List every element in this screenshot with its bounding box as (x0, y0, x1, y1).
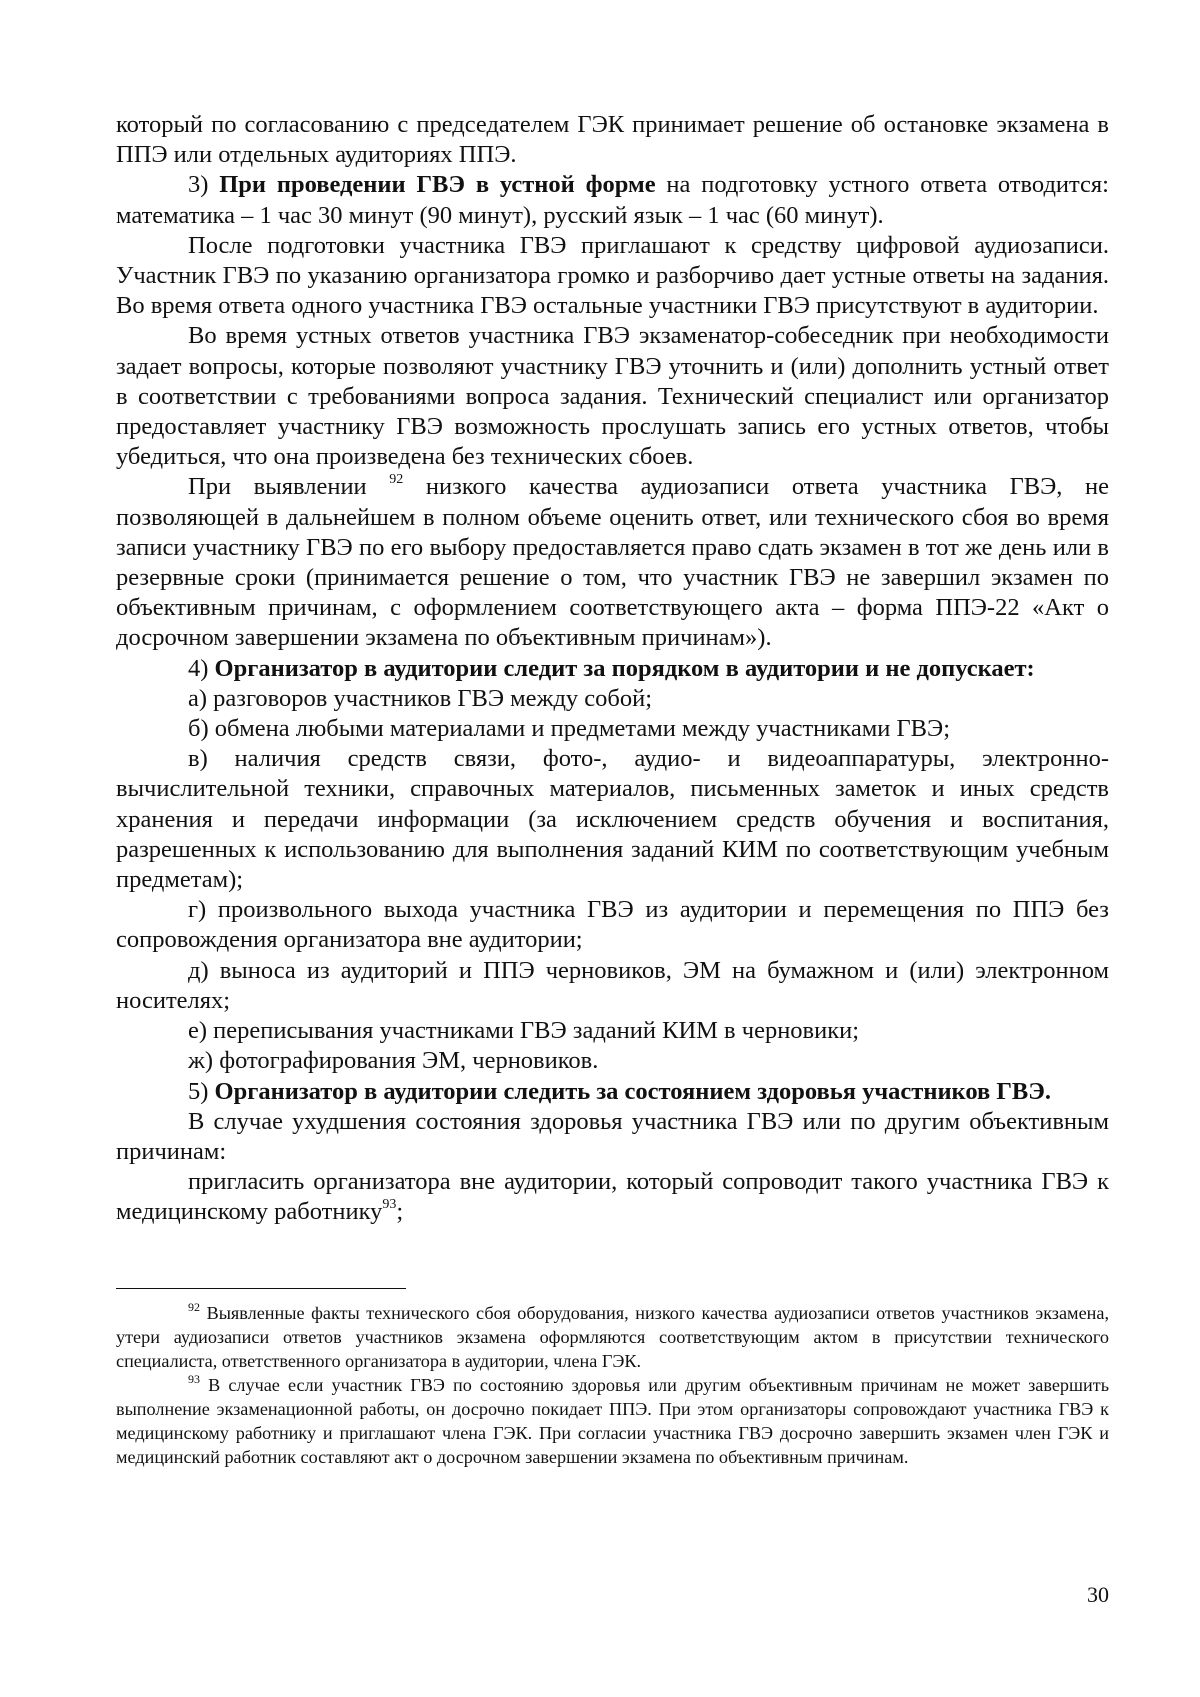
text-run: ; (396, 1198, 404, 1226)
text-run: низкого качества аудиозаписи ответа участника ГВЭ, не позволяющей в дальнейшем в полном объеме оценить ответ, или технического сбоя во время записи участнику ГВЭ по его выбору предоставляется право сдать экзамен в тот же день или в резервные сроки (принимается решение о том, что участник ГВЭ не завершил экзамен по объективным причинам, с оформлением соответствующего акта – форма ППЭ-22 «Акт о досрочном завершении экзамена по объективным причинам»). (116, 473, 1109, 652)
footnotes (116, 1301, 1109, 1469)
paragraph-p12 (116, 1016, 1109, 1046)
text-run: Выявленные факты технического сбоя оборудования, низкого качества аудиозаписи ответов участников экзамена, утери аудиозаписи ответов участников экзамена оформляются соответствующим актом в присутствии технического специалиста, ответственного организатора в аудитории, члена ГЭК. (116, 1302, 1109, 1371)
bold-text: При проведении ГВЭ в устной форме (219, 171, 656, 199)
paragraph-p3 (116, 231, 1109, 322)
text-run: ж) фотографирования ЭМ, черновиков. (188, 1047, 599, 1075)
paragraph-p10 (116, 895, 1109, 955)
text-run: который по согласованию с председателем ГЭК принимает решение об остановке экзамена в ППЭ или отдельных аудиториях ППЭ. (116, 111, 1109, 169)
text-run: а) разговоров участников ГВЭ между собой; (188, 684, 653, 712)
paragraph-p1 (116, 110, 1109, 170)
text-run: б) обмена любыми материалами и предметами между участниками ГВЭ; (188, 715, 951, 743)
paragraph-p7 (116, 684, 1109, 714)
text-run: Во время устных ответов участника ГВЭ экзаменатор-собеседник при необходимости задает вопросы, которые позволяют участнику ГВЭ уточнить и (или) дополнить устный ответ в соответствии с требованиями вопроса задания. Технический специалист или организатор предоставляет участнику ГВЭ возможность прослушать запись его устных ответов, чтобы убедиться, что она произведена без технических сбоев. (116, 322, 1109, 471)
body-text (116, 110, 1109, 1228)
footnote-fn93 (116, 1373, 1109, 1469)
text-run: После подготовки участника ГВЭ приглашают к средству цифровой аудиозаписи. Участник ГВЭ по указанию организатора громко и разборчиво дает устные ответы на задания. Во время ответа одного участника ГВЭ остальные участники ГВЭ присутствуют в аудитории. (116, 231, 1109, 320)
footnote-marker: 92 (188, 1299, 200, 1314)
text-run: е) переписывания участниками ГВЭ заданий КИМ в черновики; (188, 1017, 860, 1045)
text-run: в) наличия средств связи, фото-, аудио- и видеоаппаратуры, электронно-вычислительной техники, справочных материалов, письменных заметок и иных средств хранения и передачи информации (за исключением средств обучения и воспитания, разрешенных к использованию для выполнения заданий КИМ по соответствующим учебным предметам); (116, 745, 1109, 894)
text-run: 3) (188, 171, 220, 199)
paragraph-p11 (116, 956, 1109, 1016)
paragraph-p13 (116, 1046, 1109, 1076)
paragraph-p4 (116, 321, 1109, 472)
footnote-marker: 92 (389, 472, 404, 488)
bold-text: Организатор в аудитории следит за порядком в аудитории и не допускает: (214, 654, 1035, 682)
text-run: В случае ухудшения состояния здоровья участника ГВЭ или по другим объективным причинам: (116, 1107, 1109, 1165)
text-run: 4) (188, 654, 215, 682)
paragraph-p9 (116, 744, 1109, 895)
paragraph-p5 (116, 472, 1109, 653)
bold-text: Организатор в аудитории следить за состоянием здоровья участников ГВЭ. (214, 1077, 1052, 1105)
footnote-separator (116, 1288, 406, 1289)
paragraph-p6 (116, 654, 1109, 684)
text-run: При выявлении (188, 473, 390, 501)
text-run: 5) (188, 1077, 215, 1105)
paragraph-p16 (116, 1167, 1109, 1227)
text-run: В случае если участник ГВЭ по состоянию здоровья или другим объективным причинам не может завершить выполнение экзаменационной работы, он досрочно покидает ППЭ. При этом организаторы сопровождают участника ГВЭ к медицинскому работнику и приглашают члена ГЭК. При согласии участника ГВЭ досрочно завершить экзамен член ГЭК и медицинский работник составляют акт о досрочном завершении экзамена по объективным причинам. (116, 1374, 1109, 1467)
paragraph-p14 (116, 1077, 1109, 1107)
paragraph-p15 (116, 1107, 1109, 1167)
text-run: г) произвольного выхода участника ГВЭ из аудитории и перемещения по ППЭ без сопровождения организатора вне аудитории; (116, 896, 1109, 954)
text-run: на подготовку устного ответа отводится: математика – 1 час 30 минут (90 минут), русский язык – 1 час (60 минут). (116, 171, 1109, 229)
footnote-marker: 93 (188, 1371, 200, 1386)
page-number: 30 (1087, 1582, 1109, 1607)
text-run: д) выноса из аудиторий и ППЭ черновиков, ЭМ на бумажном и (или) электронном носителях; (116, 956, 1109, 1014)
text-run: пригласить организатора вне аудитории, который сопроводит такого участника ГВЭ к медицинскому работнику (116, 1168, 1109, 1226)
paragraph-p8 (116, 714, 1109, 744)
footnote-marker: 93 (382, 1197, 397, 1213)
paragraph-p2 (116, 170, 1109, 230)
footnote-fn92 (116, 1301, 1109, 1373)
